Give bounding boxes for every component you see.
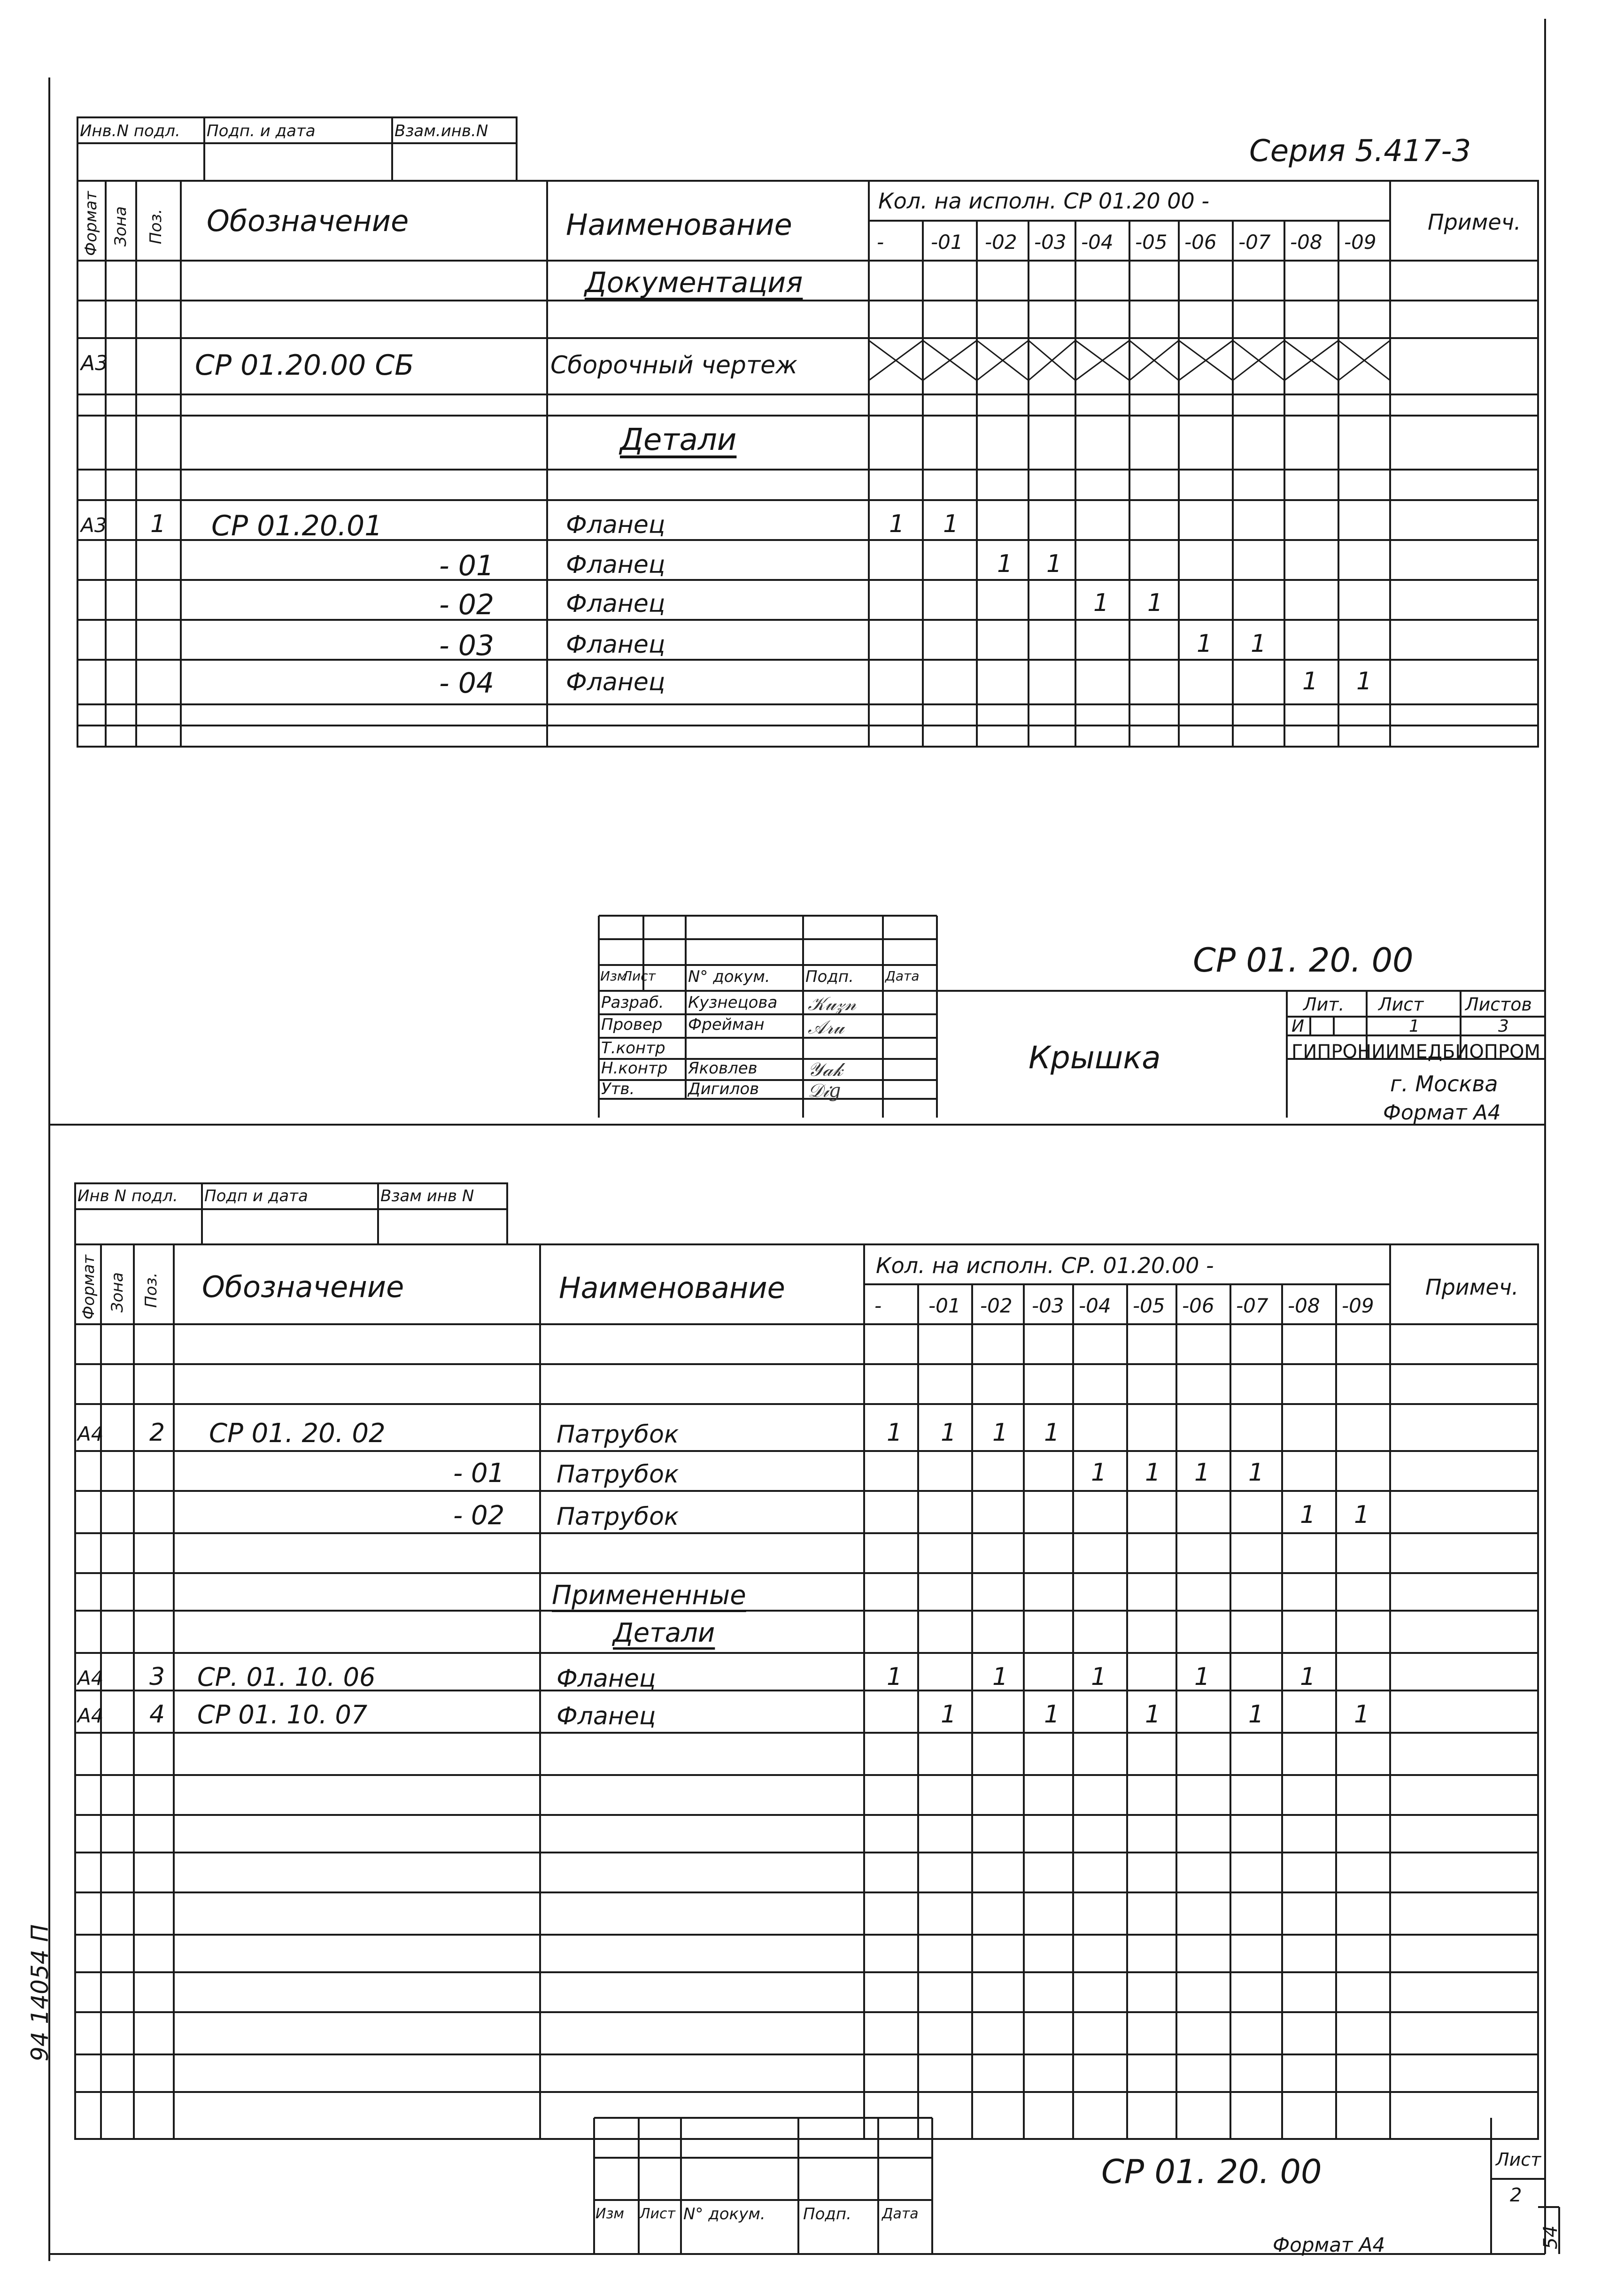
- header-designation: Обозначение: [207, 204, 409, 238]
- tb1-doc-code: СР 01. 20. 00: [1193, 941, 1414, 980]
- variant-header: -01: [931, 231, 963, 254]
- row-quantity: 1: [889, 510, 905, 538]
- row-designation: - 01: [453, 1458, 505, 1489]
- variant-header: -08: [1290, 231, 1322, 254]
- tb1-role: Т.контр: [601, 1039, 665, 1058]
- header2-poz: Поз.: [142, 1272, 161, 1308]
- side-archive-stamp: 94 14054 П: [26, 1924, 54, 2061]
- row-name: Фланец: [557, 1702, 656, 1730]
- row-designation: - 04: [439, 667, 495, 700]
- section-applied-2: Детали: [613, 1618, 715, 1648]
- row-designation: СР 01. 20. 02: [209, 1418, 386, 1449]
- header2-note: Примеч.: [1425, 1274, 1519, 1300]
- row-quantity: 1: [1044, 1700, 1060, 1729]
- row-designation: - 03: [439, 629, 495, 662]
- row-designation: - 01: [439, 549, 495, 582]
- tb1-city: г. Москва: [1390, 1071, 1498, 1096]
- row-quantity: 1: [1248, 1459, 1264, 1487]
- row-designation: - 02: [453, 1500, 505, 1531]
- assembly-designation: СР 01.20.00 СБ: [195, 349, 414, 382]
- sheet1-format-label: Формат А4: [1383, 1101, 1501, 1125]
- tb1-role: Утв.: [601, 1080, 635, 1098]
- variant-header: -09: [1342, 1294, 1374, 1317]
- tb1-person-name: Яковлев: [688, 1059, 758, 1078]
- tb1-lit-value: И: [1291, 1017, 1304, 1036]
- signature-icon: 𝒦𝓊𝓏𝓃: [808, 993, 856, 1015]
- variant-header: -03: [1032, 1294, 1064, 1317]
- row-quantity: 1: [1093, 589, 1109, 617]
- row-designation: - 02: [439, 588, 495, 621]
- row-quantity: 1: [1354, 1700, 1370, 1729]
- row-name: Фланец: [566, 668, 665, 696]
- tb1-head-list: Лист: [622, 968, 656, 984]
- stamp2-vzam-inv: Взам инв N: [380, 1187, 474, 1205]
- row-quantity: 1: [887, 1663, 903, 1691]
- row-quantity: 1: [1091, 1459, 1107, 1487]
- row-quantity: 1: [1194, 1663, 1210, 1691]
- header-poz: Поз.: [147, 208, 165, 244]
- variant-header: -06: [1182, 1294, 1214, 1317]
- row-quantity: 1: [1302, 667, 1318, 695]
- row-format: А4: [77, 1704, 104, 1727]
- header-format: Формат: [82, 191, 101, 256]
- section-documentation: Документация: [585, 266, 803, 299]
- row-quantity: 1: [1145, 1459, 1161, 1487]
- row-quantity: 1: [1354, 1501, 1370, 1529]
- row-quantity: 1: [1251, 630, 1267, 658]
- variant-header: -02: [985, 231, 1017, 254]
- row-name: Патрубок: [557, 1420, 679, 1449]
- row-name: Патрубок: [557, 1460, 679, 1489]
- tb1-head-podp: Подп.: [805, 967, 854, 986]
- tb2-head-ndok: N° докум.: [683, 2205, 766, 2223]
- series-label: Серия 5.417-3: [1249, 134, 1471, 169]
- page-number: 54: [1540, 2225, 1562, 2249]
- row-name: Фланец: [566, 551, 665, 579]
- row-quantity: 1: [1197, 630, 1213, 658]
- row-quantity: 1: [943, 510, 959, 538]
- header2-designation: Обозначение: [202, 1270, 404, 1304]
- row-position: 2: [149, 1419, 165, 1447]
- header-note: Примеч.: [1428, 209, 1521, 235]
- row-format: А3: [81, 514, 107, 537]
- tb2-doc-code: СР 01. 20. 00: [1101, 2153, 1322, 2191]
- signature-icon: 𝒴𝒶𝓀: [808, 1059, 843, 1081]
- header2-format: Формат: [79, 1255, 98, 1320]
- variant-header: -09: [1344, 231, 1377, 254]
- row-position: 1: [150, 510, 166, 538]
- signature-icon: 𝒜𝓇𝓊: [808, 1017, 844, 1038]
- tb1-role: Провер: [601, 1015, 663, 1034]
- row-quantity: 1: [1356, 667, 1372, 695]
- signature-icon: 𝒟𝒾𝑔: [808, 1080, 841, 1102]
- row-quantity: 1: [1194, 1459, 1210, 1487]
- tb1-head-izm: Изм: [600, 968, 627, 984]
- header2-zona: Зона: [108, 1272, 127, 1312]
- row-name: Фланец: [557, 1665, 656, 1693]
- tb1-sheet-value: 1: [1409, 1017, 1420, 1036]
- row-format: А4: [77, 1422, 104, 1445]
- stamp-inv-podl: Инв.N подл.: [80, 122, 180, 140]
- row-designation: СР. 01. 10. 06: [197, 1662, 376, 1692]
- tb1-person-name: Дигилов: [688, 1080, 759, 1098]
- row-quantity: 1: [1046, 550, 1062, 578]
- tb2-head-list: Лист: [640, 2206, 676, 2222]
- tb1-sheets-label: Листов: [1465, 994, 1532, 1015]
- row-name: Фланец: [566, 590, 665, 618]
- variant-header: -05: [1135, 231, 1168, 254]
- row-quantity: 1: [1091, 1663, 1107, 1691]
- tb2-head-data: Дата: [882, 2206, 919, 2222]
- variant-header: -: [877, 231, 884, 254]
- assembly-format: А3: [81, 351, 108, 375]
- header2-kol: Кол. на исполн. СР. 01.20.00 -: [876, 1253, 1214, 1278]
- header-name: Наименование: [566, 208, 792, 242]
- stamp-podp-data: Подп. и дата: [207, 122, 316, 140]
- row-name: Патрубок: [557, 1503, 679, 1531]
- row-name: Фланец: [566, 631, 665, 659]
- tb1-lit-label: Лит.: [1303, 994, 1345, 1015]
- tb1-person-name: Фрейман: [688, 1015, 765, 1034]
- stamp2-inv-podl: Инв N подл.: [77, 1187, 178, 1205]
- tb1-person-name: Кузнецова: [688, 993, 778, 1012]
- row-quantity: 1: [1147, 589, 1163, 617]
- stamp-vzam-inv: Взам.инв.N: [394, 122, 488, 140]
- row-designation: СР 01.20.01: [211, 509, 383, 542]
- row-name: Фланец: [566, 511, 665, 539]
- tb2-sheet-value: 2: [1510, 2185, 1522, 2206]
- tb2-sheet-label: Лист: [1496, 2149, 1541, 2170]
- header-zona: Зона: [111, 206, 130, 247]
- section-applied-1: Примененные: [552, 1580, 746, 1611]
- row-designation: СР 01. 10. 07: [197, 1700, 368, 1729]
- tb1-sheet-label: Лист: [1378, 994, 1424, 1015]
- tb1-head-ndok: N° докум.: [688, 967, 770, 986]
- variant-header: -03: [1034, 231, 1067, 254]
- variant-header: -02: [980, 1294, 1013, 1317]
- tb1-head-data: Дата: [885, 968, 920, 984]
- tb1-sheets-value: 3: [1498, 1017, 1509, 1036]
- variant-header: -08: [1288, 1294, 1320, 1317]
- row-format: А4: [77, 1667, 104, 1690]
- row-quantity: 1: [1300, 1501, 1316, 1529]
- row-quantity: 1: [1300, 1663, 1316, 1691]
- tb1-org: ГИПРОНИИМЕДБИОПРОМ: [1291, 1041, 1540, 1063]
- variant-header: -01: [928, 1294, 961, 1317]
- header-kol: Кол. на исполн. СР 01.20 00 -: [878, 188, 1210, 214]
- variant-header: -06: [1184, 231, 1217, 254]
- row-quantity: 1: [941, 1700, 957, 1729]
- row-position: 4: [149, 1700, 165, 1729]
- row-quantity: 1: [1044, 1419, 1060, 1447]
- row-quantity: 1: [997, 550, 1013, 578]
- header2-name: Наименование: [559, 1271, 785, 1305]
- tb2-head-podp: Подп.: [803, 2205, 851, 2223]
- variant-header: -04: [1079, 1294, 1111, 1317]
- variant-header: -05: [1133, 1294, 1165, 1317]
- tb2-head-izm: Изм: [595, 2206, 625, 2222]
- variant-header: -07: [1238, 231, 1271, 254]
- row-quantity: 1: [941, 1419, 957, 1447]
- row-position: 3: [149, 1663, 165, 1691]
- row-quantity: 1: [992, 1663, 1008, 1691]
- row-quantity: 1: [887, 1419, 903, 1447]
- tb1-role: Разраб.: [601, 993, 664, 1012]
- tb1-role: Н.контр: [601, 1059, 668, 1078]
- variant-header: -04: [1081, 231, 1114, 254]
- row-quantity: 1: [1145, 1700, 1161, 1729]
- stamp2-podp-data: Подп и дата: [204, 1187, 308, 1205]
- row-quantity: 1: [992, 1419, 1008, 1447]
- variant-header: -07: [1236, 1294, 1268, 1317]
- section-details: Детали: [620, 423, 737, 457]
- assembly-name: Сборочный чертеж: [550, 351, 797, 379]
- row-quantity: 1: [1248, 1700, 1264, 1729]
- sheet2-format-label: Формат А4: [1273, 2233, 1385, 2256]
- tb1-title: Крышка: [1029, 1040, 1161, 1076]
- variant-header: -: [874, 1294, 882, 1317]
